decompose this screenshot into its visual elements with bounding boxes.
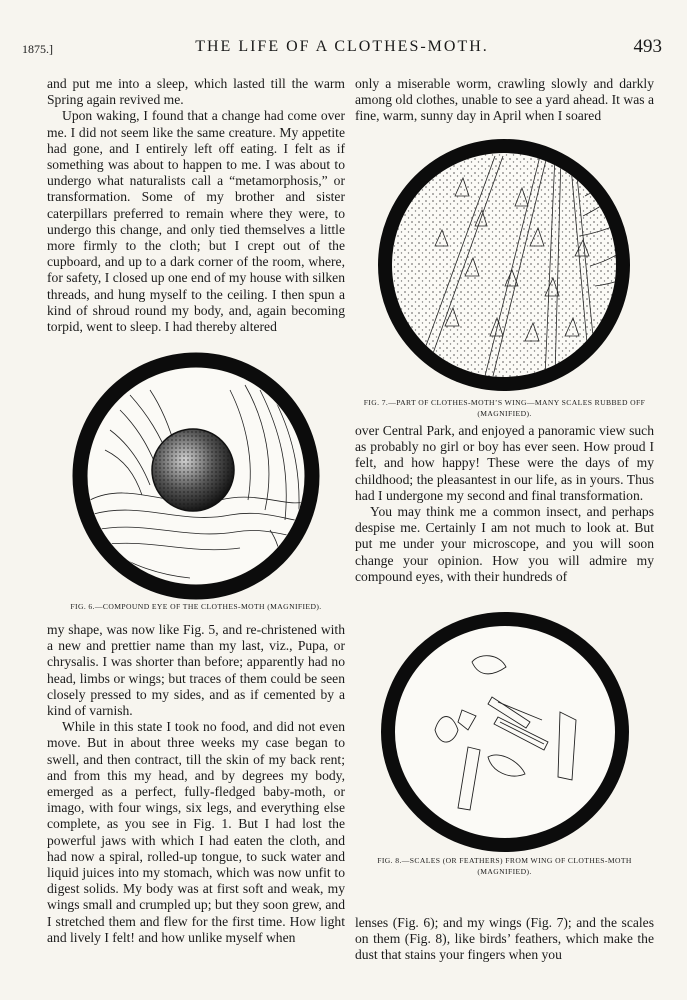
right-column-bottom-text bbox=[355, 915, 654, 964]
left-column-top-text bbox=[47, 76, 345, 335]
right-column-middle-text bbox=[355, 423, 654, 585]
paragraph: only a miserable worm, crawling slowly and darkly among old clothes, unable to see a yard ahead. It was a fine, warm, sunny day in April when I soared bbox=[355, 76, 654, 124]
figure-8-caption: FIG. 8.—SCALES (OR FEATHERS) FROM WING OF CLOTHES-MOTH (MAGNIFIED). bbox=[377, 856, 632, 876]
paragraph: my shape, was now like Fig. 5, and re-christened with a new and prettier name than my last, viz., Pupa, or chrysalis. I was shorter than before; apparently had no head, limbs or wings; but traces of them could be seen closely pressed to my sides, and as if cemented by a kind of varnish. bbox=[47, 622, 345, 719]
paragraph: over Central Park, and enjoyed a panoramic view such as probably no girl or boy has ever seen. How proud I felt, and how happy! These were the days of my childhood; the pleasantest in our life, as in yours. Thus had I undergone my second and final transformation. bbox=[355, 423, 654, 503]
right-column-top-text bbox=[355, 76, 654, 125]
page-number: 493 bbox=[633, 36, 662, 57]
paragraph: You may think me a common insect, and perhaps despise me. Certainly I am not much to look at. But put me under your microscope, and you will soon change your opinion. How you will admire my compound eyes, with their hundreds of bbox=[355, 504, 654, 584]
figure-7-caption: FIG. 7.—PART OF CLOTHES-MOTH’S WING—MANY SCALES RUBBED OFF (MAGNIFIED). bbox=[363, 398, 646, 418]
figure-6-compound-eye bbox=[70, 350, 322, 602]
figure-6-caption: FIG. 6.—COMPOUND EYE OF THE CLOTHES-MOTH (MAGNIFIED). bbox=[70, 602, 322, 611]
header-year: 1875.] bbox=[22, 42, 53, 56]
header-title: THE LIFE OF A CLOTHES-MOTH. bbox=[195, 38, 489, 55]
running-header bbox=[22, 36, 662, 64]
paragraph: Upon waking, I found that a change had come over me. I did not seem like the same creature. My appetite had gone, and I entirely left off eating. I felt as if something was about to happen to me. I was about to undergo what naturalists call a “metamorphosis,” or transformation. Some of my brother and sister caterpillars preferred to remain where they were, to undergo this change, and only tied themselves a little more firmly to the cloth; but I crept out of the cupboard, and up to a dark corner of the room, where, for safety, I closed up one end of my house with silken threads, and hung myself to the ceiling. I then spun a kind of shroud round my body, and, again becoming torpid, went to sleep. I had thereby altered bbox=[47, 108, 345, 335]
paragraph: While in this state I took no food, and did not even move. But in about three weeks my case began to swell, and then contract, till the skin of my back rent; and from this my head, and by degrees my body, emerged as a perfect, fully-fledged baby-moth, or imago, with four wings, six legs, and everything else complete, as you see in Fig. 1. But I had lost the powerful jaws with which I had eaten the cloth, and had now a spiral, rolled-up tongue, to suck water and liquid juices into my stomach, which was now unfit to digest solids. My body was at first soft and weak, my wings small and crumpled up; but they soon grew, and I stretched them and flew for the first time. How light and lively I felt! and how unlike myself when bbox=[47, 719, 345, 945]
figure-8-scales bbox=[380, 612, 630, 852]
figure-7-wing-scales bbox=[375, 136, 633, 394]
paragraph: and put me into a sleep, which lasted till the warm Spring again revived me. bbox=[47, 76, 345, 108]
left-column-bottom-text bbox=[47, 622, 345, 946]
paragraph: lenses (Fig. 6); and my wings (Fig. 7); and the scales on them (Fig. 8), like birds’ feathers, which make the dust that stains your fingers when you bbox=[355, 915, 654, 963]
